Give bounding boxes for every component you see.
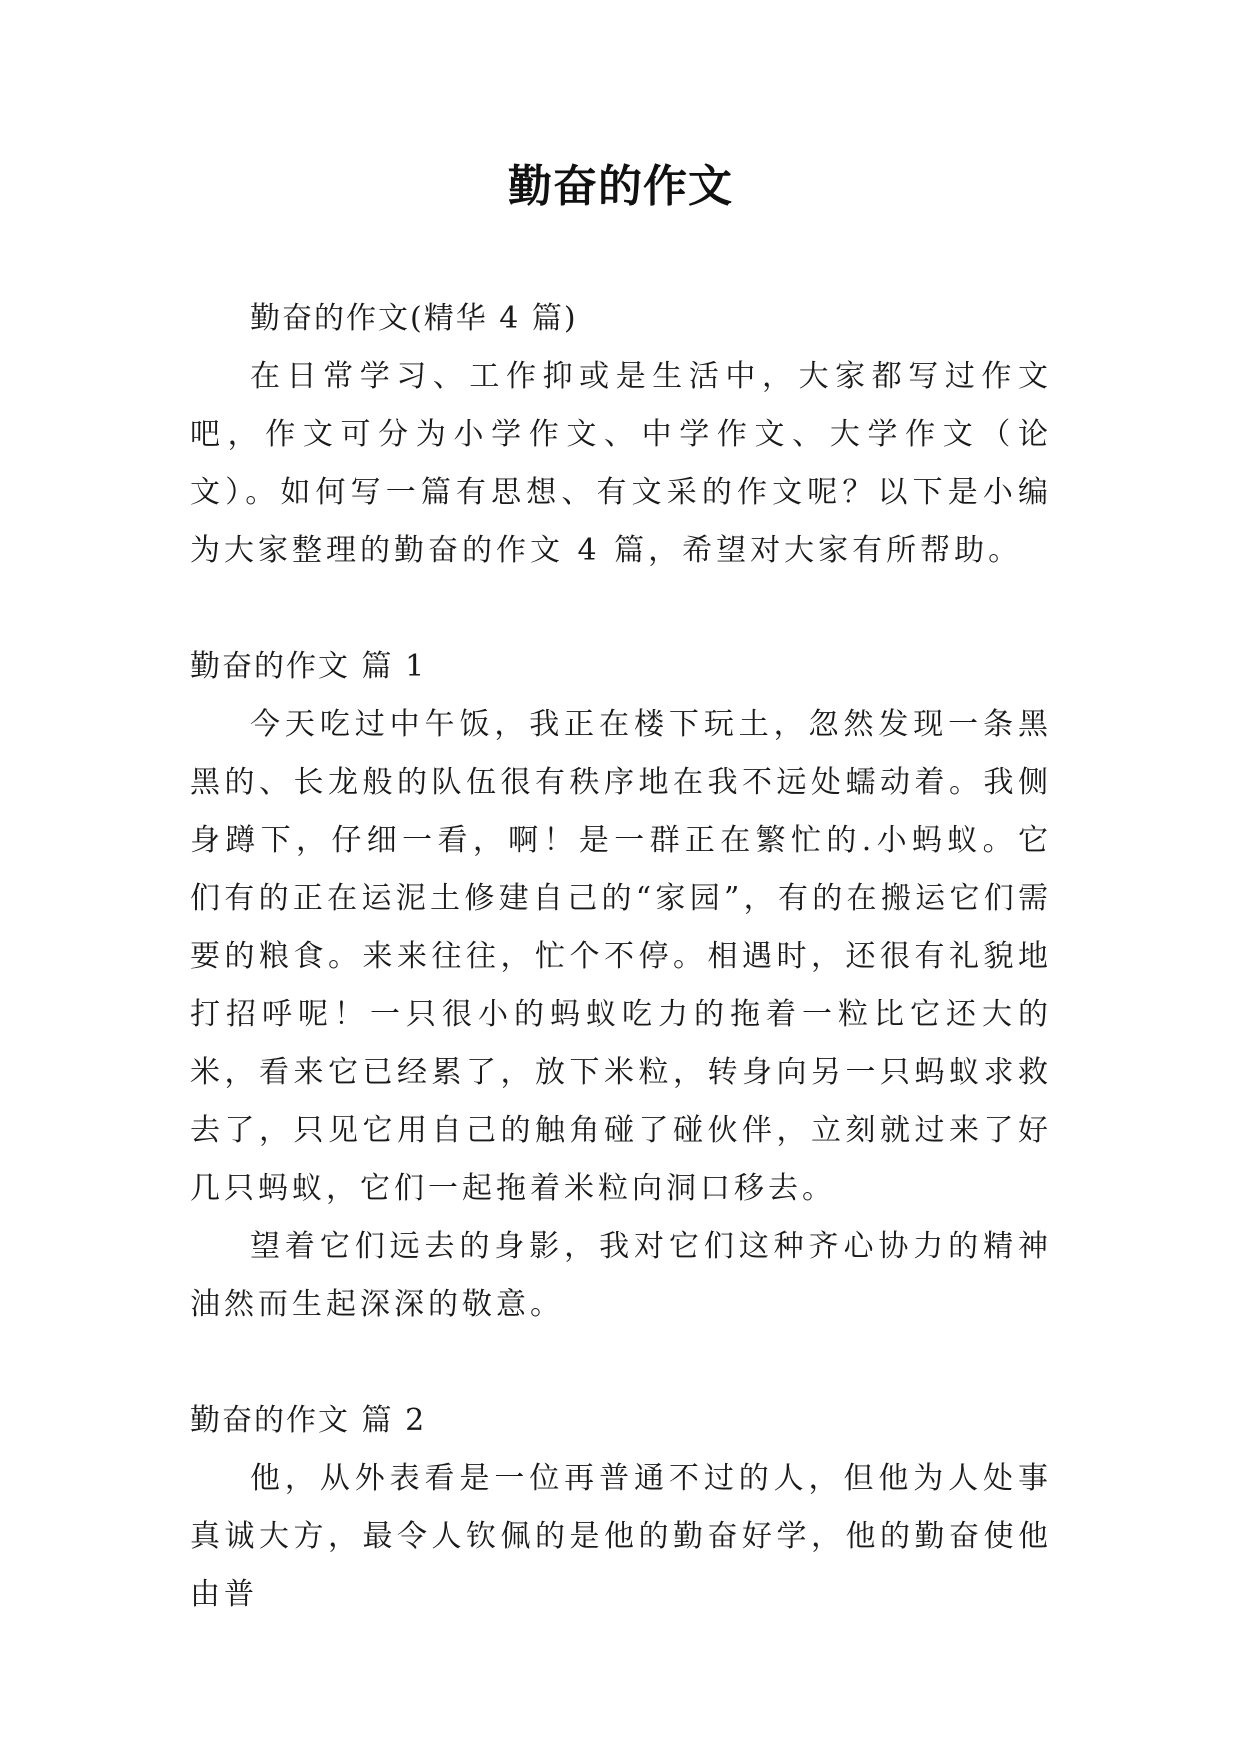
section-1-paragraph-2: 望着它们远去的身影，我对它们这种齐心协力的精神油然而生起深深的敬意。	[190, 1229, 1052, 1322]
document-subtitle: 勤奋的作文(精华 4 篇)	[250, 301, 578, 336]
section-heading-2: 勤奋的作文 篇 2	[190, 1403, 427, 1438]
document-body	[190, 290, 1052, 1624]
document-title: 勤奋的作文	[508, 161, 733, 212]
section-1-paragraph-1: 今天吃过中午饭，我正在楼下玩土，忽然发现一条黑黑的、长龙般的队伍很有秩序地在我不远处蠕动着。我侧身蹲下，仔细一看，啊！是一群正在繁忙的.小蚂蚁。它们有的正在运泥土修建自己的“家园”，有的在搬运它们需要的粮食。来来往往，忙个不停。相遇时，还很有礼貌地打招呼呢！一只很小的蚂蚁吃力的拖着一粒比它还大的米，看来它已经累了，放下米粒，转身向另一只蚂蚁求救去了，只见它用自己的触角碰了碰伙伴，立刻就过来了好几只蚂蚁，它们一起拖着米粒向洞口移去。	[190, 707, 1052, 1206]
intro-paragraph: 在日常学习、工作抑或是生活中，大家都写过作文吧，作文可分为小学作文、中学作文、大学作文（论文）。如何写一篇有思想、有文采的作文呢？以下是小编为大家整理的勤奋的作文 4 篇，希望对大家有所帮助。	[190, 359, 1052, 568]
section-heading-1: 勤奋的作文 篇 1	[190, 649, 427, 684]
section-2-paragraph-1: 他，从外表看是一位再普通不过的人，但他为人处事真诚大方，最令人钦佩的是他的勤奋好学，他的勤奋使他由普	[190, 1461, 1052, 1612]
